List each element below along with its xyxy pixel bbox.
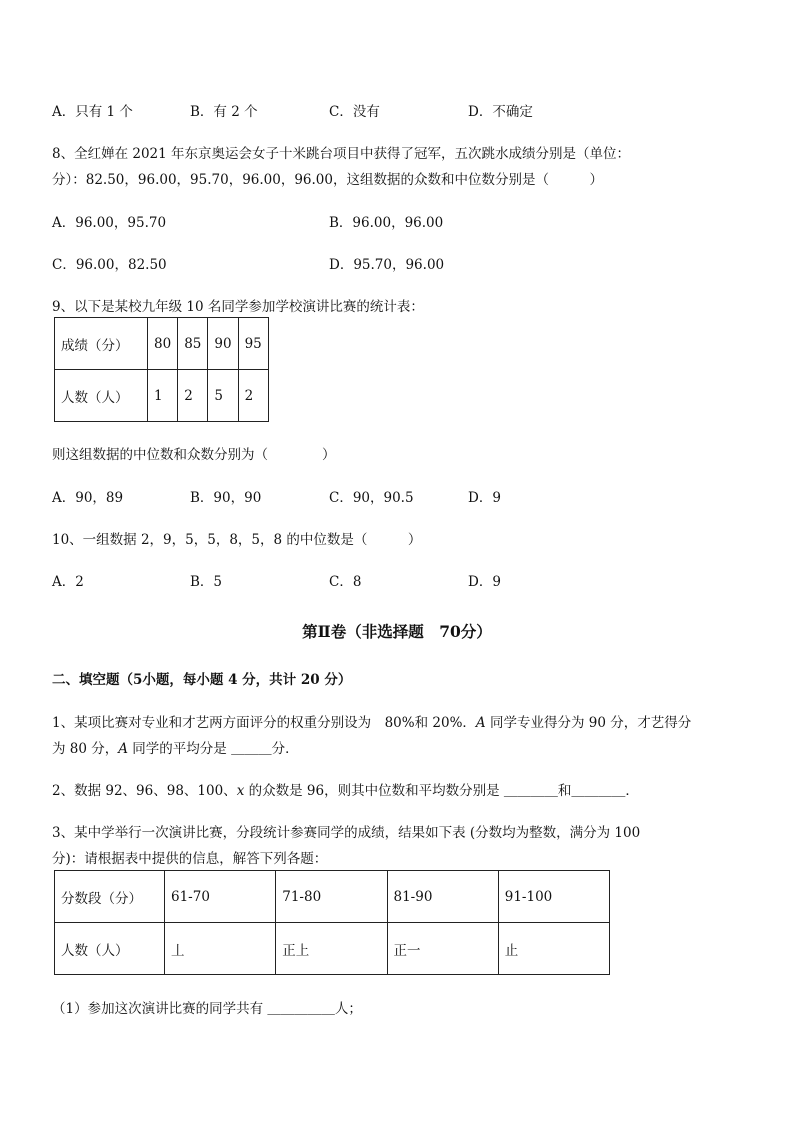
f1-line1 (52, 711, 691, 731)
f3-score-table (54, 870, 610, 975)
q9-option-c: C．90，90.5 (329, 490, 414, 506)
section-heading: 二、填空题（5小题，每小题 4 分，共计 20 分） (52, 672, 352, 688)
table-cell: 81-90 (387, 871, 498, 923)
q10-option-a: A．2 (52, 574, 84, 590)
q7-option-a: A．只有 1 个 (52, 104, 133, 120)
table-cell: 1 (148, 370, 178, 422)
q9-question: 则这组数据的中位数和众数分别为（ ） (52, 447, 336, 463)
q9-option-b: B．90，90 (190, 490, 262, 506)
table-cell: 90 (208, 318, 238, 370)
q10-option-d: D．9 (468, 574, 501, 590)
q7-option-d: D．不确定 (468, 104, 533, 120)
q8-stem-line2: 分）：82.50，96.00，95.70，96.00，96.00，这组数据的众数和中位数分别是（ ） (52, 172, 603, 188)
q7-option-b: B．有 2 个 (190, 104, 258, 120)
table-cell: 61-70 (165, 871, 276, 923)
q9-option-d: D．9 (468, 490, 501, 506)
q8-option-c: C．96.00，82.50 (52, 257, 167, 273)
table-cell: 成绩（分） (55, 318, 148, 370)
q8-option-a: A．96.00，95.70 (52, 215, 167, 231)
table-cell: 80 (148, 318, 178, 370)
q9-stem: 9、以下是某校九年级 10 名同学参加学校演讲比赛的统计表： (52, 299, 424, 315)
table-row (55, 370, 269, 422)
table-cell: 2 (238, 370, 268, 422)
table-cell: 5 (208, 370, 238, 422)
f3-sub1: （1）参加这次演讲比赛的同学共有 ＿＿＿＿＿人； (52, 1001, 362, 1017)
table-row (55, 318, 269, 370)
f2-line (52, 779, 639, 799)
f3-line2: 分)：请根据表中提供的信息，解答下列各题： (52, 851, 328, 867)
table-cell: 分数段（分） (55, 871, 165, 923)
f2-text: 的众数是 96，则其中位数和平均数分别是 ＿＿＿＿和＿＿＿＿． (244, 783, 639, 799)
q8-option-d: D．95.70，96.00 (329, 257, 445, 273)
table-row (55, 871, 610, 923)
table-cell: 人数（人） (55, 923, 165, 975)
f1-text: 为 80 分， (52, 741, 119, 757)
table-cell: 71-80 (276, 871, 387, 923)
f1-variable: A (475, 715, 486, 731)
q9-score-table (54, 317, 269, 422)
f2-variable: x (236, 783, 245, 799)
q8-option-b: B．96.00，96.00 (329, 215, 444, 231)
f1-text: 同学的平均分是 ＿＿＿分． (128, 741, 299, 757)
q8-stem-line1: 8、全红婵在 2021 年东京奥运会女子十米跳台项目中获得了冠军，五次跳水成绩分别是（单位： (52, 146, 631, 162)
table-cell: 95 (238, 318, 268, 370)
f2-text: 2、数据 92、96、98、100、 (52, 783, 237, 799)
q10-option-b: B．5 (190, 574, 223, 590)
table-cell: 正上 (276, 923, 387, 975)
part-title: 第Ⅱ卷（非选择题 70分） (302, 622, 492, 641)
f1-variable: A (118, 741, 129, 757)
f3-line1: 3、某中学举行一次演讲比赛，分段统计参赛同学的成绩，结果如下表 (分数均为整数，满分为 100 (52, 825, 641, 841)
q9-option-a: A．90，89 (52, 490, 124, 506)
q7-option-c: C．没有 (329, 104, 380, 120)
table-cell: 85 (178, 318, 208, 370)
table-cell: 正一 (387, 923, 498, 975)
table-cell: 2 (178, 370, 208, 422)
f1-text: 同学专业得分为 90 分，才艺得分 (485, 715, 692, 731)
table-cell: 止 (498, 923, 609, 975)
table-row (55, 923, 610, 975)
table-cell: 丄 (165, 923, 276, 975)
f1-text: 1、某项比赛对专业和才艺两方面评分的权重分别设为 80%和 20%． (52, 715, 476, 731)
table-cell: 91-100 (498, 871, 609, 923)
f1-line2 (52, 737, 299, 757)
q10-option-c: C．8 (329, 574, 362, 590)
table-cell: 人数（人） (55, 370, 148, 422)
q10-stem: 10、一组数据 2，9，5，5，8，5，8 的中位数是（ ） (52, 532, 422, 548)
